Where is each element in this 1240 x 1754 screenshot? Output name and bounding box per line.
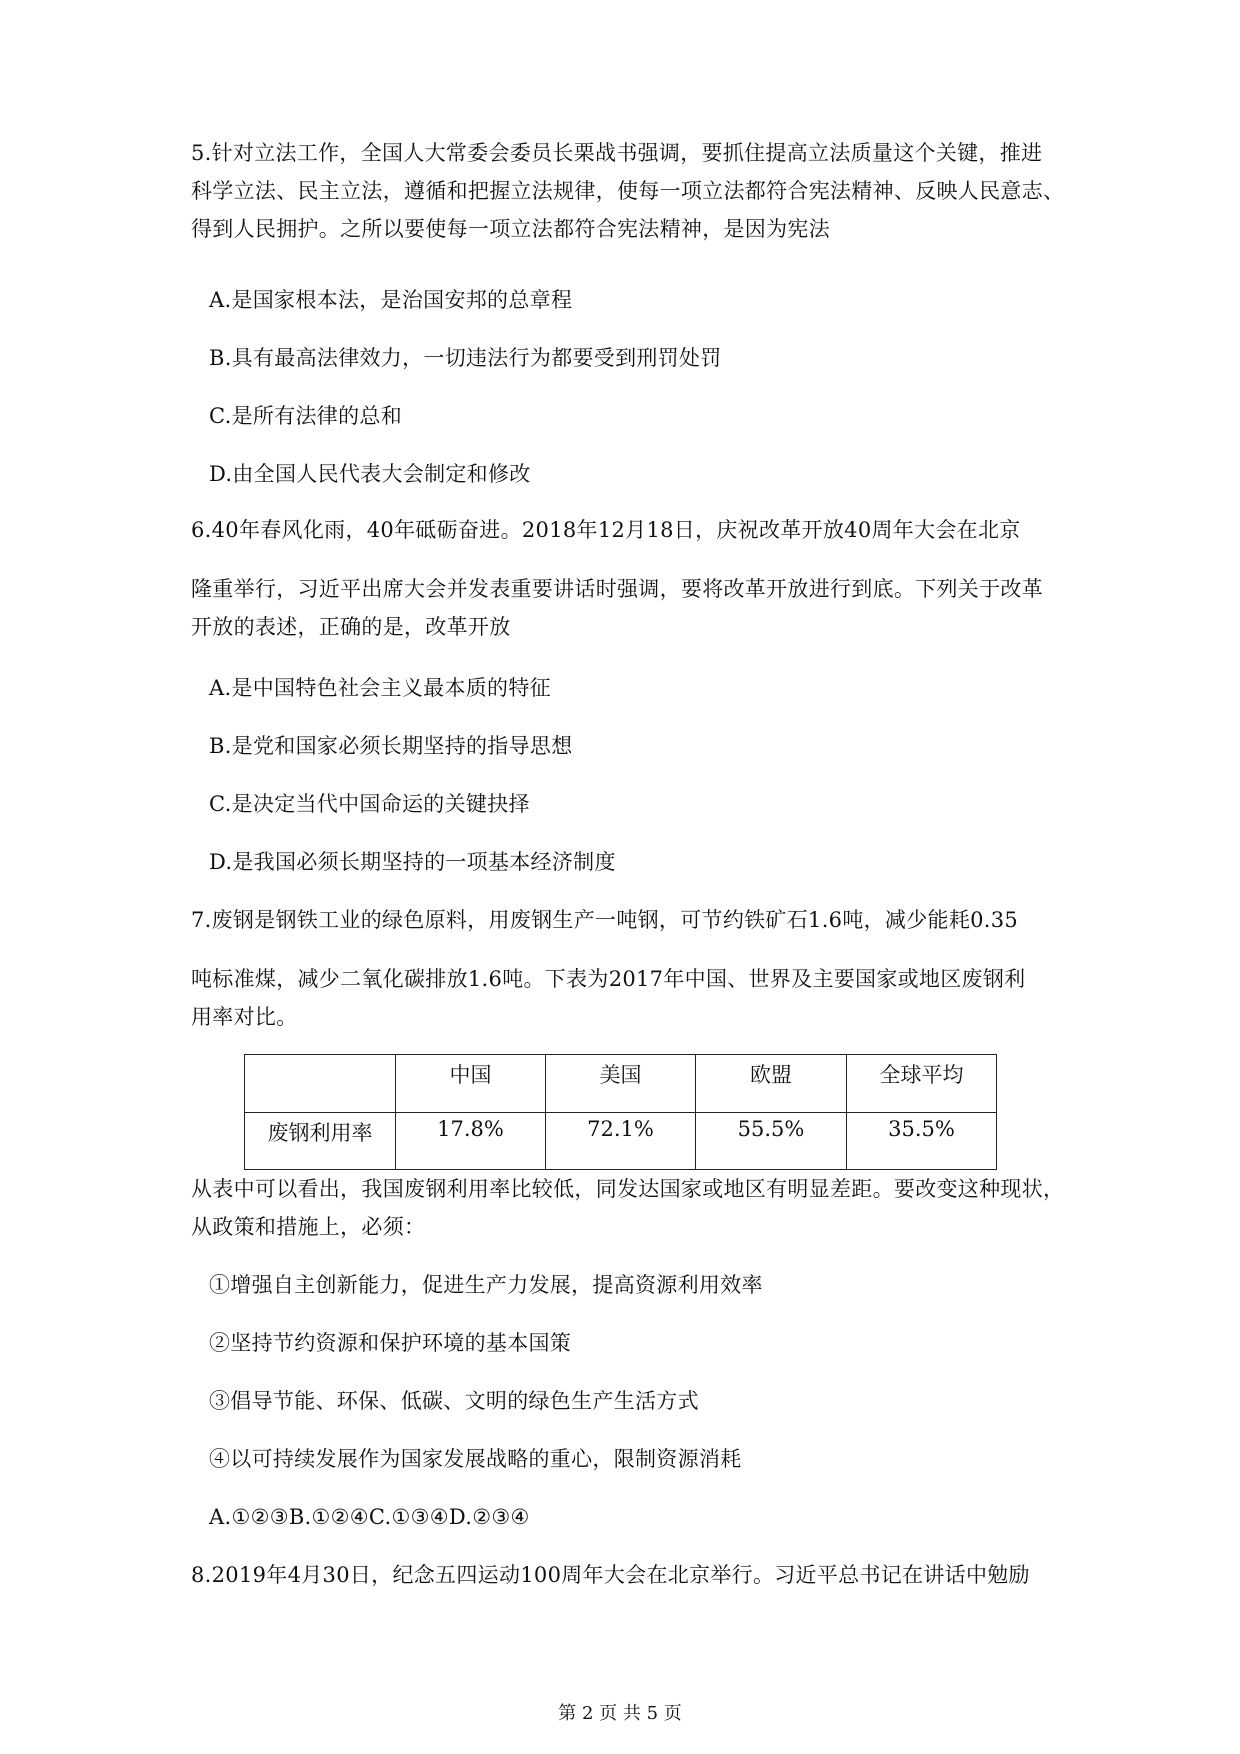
q6-stem-line-2: 隆重举行，习近平出席大会并发表重要讲话时强调，要将改革开放进行到底。下列关于改革 <box>191 577 1043 601</box>
table-row-label: 废钢利用率 <box>245 1113 396 1170</box>
q5-option-d: D.由全国人民代表大会制定和修改 <box>209 462 531 486</box>
page-footer: 第 2 页 共 5 页 <box>558 1703 682 1724</box>
table-header-cell: 美国 <box>546 1055 696 1113</box>
q5-option-a: A.是国家根本法，是治国安邦的总章程 <box>209 288 573 312</box>
table-cell: 35.5% <box>847 1113 997 1170</box>
table-cell: 17.8% <box>396 1113 546 1170</box>
table-row <box>245 1113 997 1170</box>
table-cell: 55.5% <box>696 1113 847 1170</box>
q6-option-a: A.是中国特色社会主义最本质的特征 <box>209 676 551 700</box>
q8-stem-line-1: 8.2019年4月30日，纪念五四运动100周年大会在北京举行。习近平总书记在讲话中勉励 <box>191 1563 1030 1587</box>
q6-option-b: B.是党和国家必须长期坚持的指导思想 <box>209 734 573 758</box>
q7-stem-line-1: 7.废钢是钢铁工业的绿色原料，用废钢生产一吨钢，可节约铁矿石1.6吨，减少能耗0.35 <box>191 908 1019 932</box>
q5-option-b: B.具有最高法律效力，一切违法行为都要受到刑罚处罚 <box>209 346 722 370</box>
q5-stem-line-2: 科学立法、民主立法，遵循和把握立法规律，使每一项立法都符合宪法精神、反映人民意志、 <box>191 179 1065 203</box>
q7-item-1: ①增强自主创新能力，促进生产力发展，提高资源利用效率 <box>209 1273 763 1297</box>
q5-stem-line-3: 得到人民拥护。之所以要使每一项立法都符合宪法精神，是因为宪法 <box>191 217 830 241</box>
q7-stem-line-2: 吨标准煤，减少二氧化碳排放1.6吨。下表为2017年中国、世界及主要国家或地区废钢利 <box>191 967 1026 991</box>
q7-item-4: ④以可持续发展作为国家发展战略的重心，限制资源消耗 <box>209 1447 742 1471</box>
table-header-cell: 全球平均 <box>847 1055 997 1113</box>
q5-stem-line-1: 5.针对立法工作，全国人大常委会委员长栗战书强调，要抓住提高立法质量这个关键，推进 <box>191 141 1043 165</box>
table-header-cell: 欧盟 <box>696 1055 847 1113</box>
table-header-cell <box>245 1055 396 1113</box>
q6-option-d: D.是我国必须长期坚持的一项基本经济制度 <box>209 850 616 874</box>
table-header-row <box>245 1055 997 1113</box>
table-cell: 72.1% <box>546 1113 696 1170</box>
q6-stem-line-1: 6.40年春风化雨，40年砥砺奋进。2018年12月18日，庆祝改革开放40周年大会在北京 <box>191 518 1021 542</box>
q6-option-c: C.是决定当代中国命运的关键抉择 <box>209 792 530 816</box>
scrap-steel-table <box>244 1054 997 1170</box>
table-header-cell: 中国 <box>396 1055 546 1113</box>
q7-answer-options: A.①②③B.①②④C.①③④D.②③④ <box>209 1505 530 1529</box>
q7-after-line-1: 从表中可以看出，我国废钢利用率比较低，同发达国家或地区有明显差距。要改变这种现状， <box>191 1177 1065 1201</box>
q5-option-c: C.是所有法律的总和 <box>209 404 402 428</box>
q7-stem-line-3: 用率对比。 <box>191 1005 298 1029</box>
q7-after-line-2: 从政策和措施上，必须： <box>191 1215 426 1239</box>
q6-stem-line-3: 开放的表述，正确的是，改革开放 <box>191 615 511 639</box>
q7-item-3: ③倡导节能、环保、低碳、文明的绿色生产生活方式 <box>209 1389 699 1413</box>
q7-item-2: ②坚持节约资源和保护环境的基本国策 <box>209 1331 572 1355</box>
